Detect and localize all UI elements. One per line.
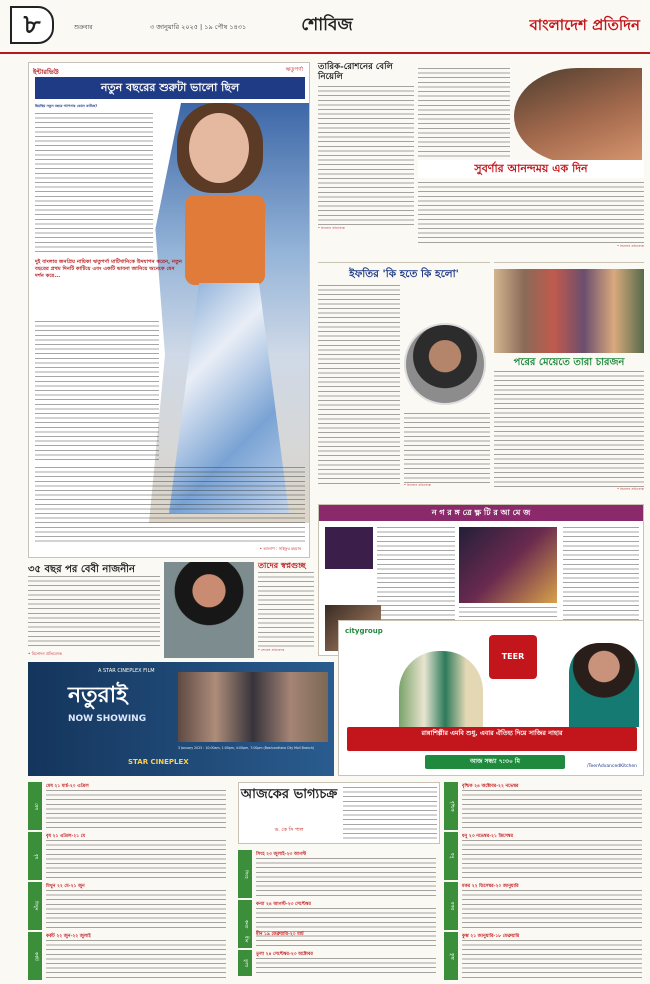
newspaper-logo[interactable]: বাংলাদেশ প্রতিদিন <box>486 8 644 42</box>
host-photo <box>569 643 639 727</box>
sign-badge: মেষ <box>28 782 42 830</box>
sign-cancer <box>28 932 228 980</box>
movie-tagline: A STAR CINEPLEX FILM <box>98 668 155 674</box>
masthead <box>0 0 650 54</box>
interview-sign: • আলাপ : সাইফুর রহমান <box>259 546 301 551</box>
interview-headline[interactable]: নতুন বছরের শুরুটা ভালো ছিল <box>35 77 305 99</box>
sign-badge: তুলা <box>238 950 252 976</box>
iftar-credit: • বিনোদন প্রতিবেদক <box>404 483 431 487</box>
sign-pisces <box>238 930 438 948</box>
page-number: ৮ <box>10 6 54 44</box>
interview-article[interactable] <box>28 62 310 558</box>
sign-heading: ধনু ২৩ নভেম্বর-২১ ডিসেম্বর <box>462 834 513 839</box>
sign-badge: মিথুন <box>28 882 42 930</box>
suborna-article[interactable] <box>418 62 644 256</box>
movie-cast-photo <box>178 672 328 742</box>
dreams-credit: • সোহেল প্রতিবেদক <box>258 648 285 652</box>
sign-badge: মকর <box>444 882 458 930</box>
iftar-body-right <box>404 413 490 495</box>
interview-lead: দুই বাংলার জনপ্রিয় নায়িকা ঋতুপর্ণা মাটিখানিকে উদযাপন করেন, নতুন বছরের প্রথম দিনটি কাটিয়ে এবং একটি ভাবনা জানিয়ে অনেকে যেন দর্শন করে... <box>35 259 182 279</box>
program-time: আজ সন্ধ্যা ৭:৩০ মি <box>425 755 565 769</box>
sign-badge: বৃশ্চিক <box>444 782 458 830</box>
dreams-body <box>258 572 314 656</box>
sisters-headline[interactable]: পরের মেয়েতে তারা চারজন <box>513 357 625 368</box>
baby-naznin-body <box>28 576 160 658</box>
sign-badge: মীন <box>238 930 252 948</box>
guests-photo <box>399 651 483 727</box>
theatre-photo-2 <box>459 527 557 603</box>
movie-advertisement[interactable] <box>28 662 334 776</box>
iftar-article[interactable] <box>318 262 490 500</box>
baby-naznin-article[interactable] <box>28 562 254 658</box>
issue-date: ৩ জানুয়ারি ২০২৫ | ১৯ পৌষ ১৪৩১ <box>150 23 247 31</box>
horoscope-intro <box>343 787 437 841</box>
movie-title: নতুরাই <box>68 682 128 708</box>
tv-program-advertisement[interactable] <box>338 620 644 776</box>
horoscope-author: ড. কে সি পাল <box>274 827 304 833</box>
sign-heading: কুম্ভ ২১ জানুয়ারি-১৮ ফেব্রুয়ারি <box>462 934 520 939</box>
sisters-photo <box>494 269 644 353</box>
sign-badge: কুম্ভ <box>444 932 458 980</box>
citygroup-logo: citygroup <box>345 627 383 635</box>
interview-tag: ইন্টারভিউ <box>33 68 59 76</box>
sign-heading: মীন ১৯ ফেব্রুয়ারি-২০ মার্চ <box>256 932 304 937</box>
sign-capricorn <box>444 882 644 930</box>
sign-heading: সিংহ ২৩ জুলাই-২৩ আগস্ট <box>256 852 307 857</box>
sign-taurus <box>28 832 228 880</box>
iftar-headline[interactable]: ইফতির 'কি হতে কি হলো' <box>349 268 459 280</box>
facebook-page-link[interactable]: /TeerAdvancedKitchen <box>586 764 637 769</box>
horoscope-title-box <box>238 782 440 844</box>
interview-byline: ঋতুপর্ণা <box>285 67 303 73</box>
suborna-headline[interactable]: সুবর্ণার আনন্দময় এক দিন <box>418 160 644 178</box>
theatre-photo-1 <box>325 527 373 569</box>
tarik-body <box>318 86 414 236</box>
sign-sagittarius <box>444 832 644 880</box>
sign-leo <box>238 850 438 898</box>
sign-heading: মেষ ২১ মার্চ-২০ এপ্রিল <box>46 784 89 789</box>
program-banner: রান্নাশিল্পীর এমবি শুধু, এবার ঐতিহ্য দিয়ে সাজির নাহার <box>347 727 637 751</box>
suborna-body <box>418 182 644 254</box>
sign-scorpio <box>444 782 644 830</box>
sign-badge: ধনু <box>444 832 458 880</box>
sign-heading: মকর ২২ ডিসেম্বর-২০ জানুয়ারি <box>462 884 519 889</box>
teer-logo: TEER <box>489 635 537 679</box>
sisters-article[interactable] <box>494 262 644 500</box>
section-title: শোবিজ <box>301 15 353 35</box>
dreams-article[interactable] <box>258 560 314 658</box>
baby-naznin-credit: • বিনোদন প্রতিবেদক <box>28 651 62 656</box>
sisters-credit: • বিনোদন প্রতিবেদক <box>617 487 644 491</box>
interview-intro <box>35 103 153 253</box>
theatre-band-title[interactable]: ন গ র ঙ্গ ত্রে ক্ষ্ণ টি র আ মে জ <box>319 505 643 521</box>
sisters-body <box>494 371 644 497</box>
sign-heading: কন্যা ২৪ আগস্ট-২৩ সেপ্টেম্বর <box>256 902 311 907</box>
sign-heading: তুলা ২৪ সেপ্টেম্বর-২৩ অক্টোবর <box>256 952 313 957</box>
tarik-headline[interactable]: তারিক-রোশনের বেলি নিয়েলি <box>318 62 393 82</box>
movie-showtimes: 3 January 2025 : 10:00am, 1:00pm, 4:00pm, 7:00pm (Bashundhara City Mall Branch) <box>178 746 315 750</box>
sign-badge: কন্যা <box>238 900 252 948</box>
iftar-body <box>318 285 400 495</box>
baby-naznin-headline[interactable]: ৩৫ বছর পর বেবী নাজনীন <box>28 564 135 575</box>
sign-heading: মিথুন ২২ মে-২১ জুন <box>46 884 85 889</box>
horoscope-title: আজকের ভাগ্যচক্র <box>240 787 338 802</box>
suborna-photo <box>514 68 642 164</box>
now-showing-label: NOW SHOWING <box>68 714 147 724</box>
interview-question: ছিমছিম নতুন বছরে আপনার কেমন কাটছে? <box>35 104 98 108</box>
iftar-portrait <box>404 323 486 405</box>
sign-badge: সিংহ <box>238 850 252 898</box>
baby-naznin-photo <box>164 562 254 658</box>
tarik-article[interactable] <box>318 62 414 238</box>
issue-day: শুক্রবার <box>74 24 93 31</box>
sign-heading: বৃষ ২১ এপ্রিল-২১ মে <box>46 834 85 839</box>
sign-heading: কর্কট ২২ জুন-২২ জুলাই <box>46 934 91 939</box>
sign-badge: কর্কট <box>28 932 42 980</box>
tarik-credit: • বিনোদন প্রতিবেদক <box>318 226 345 230</box>
sign-aquarius <box>444 932 644 980</box>
suborna-intro <box>418 68 510 158</box>
suborna-credit: • বিনোদন প্রতিবেদক <box>617 244 644 248</box>
horoscope-section <box>28 782 644 978</box>
dreams-headline[interactable]: তাদের স্বপ্নগুচ্ছ <box>258 560 306 570</box>
sign-aries <box>28 782 228 830</box>
sign-badge: বৃষ <box>28 832 42 880</box>
interview-body-bottom <box>35 467 305 555</box>
sign-libra <box>238 950 438 976</box>
star-cineplex-logo: STAR CINEPLEX <box>128 758 189 766</box>
sign-gemini <box>28 882 228 930</box>
sign-heading: বৃশ্চিক ২৪ অক্টোবর-২২ নভেম্বর <box>462 784 519 789</box>
